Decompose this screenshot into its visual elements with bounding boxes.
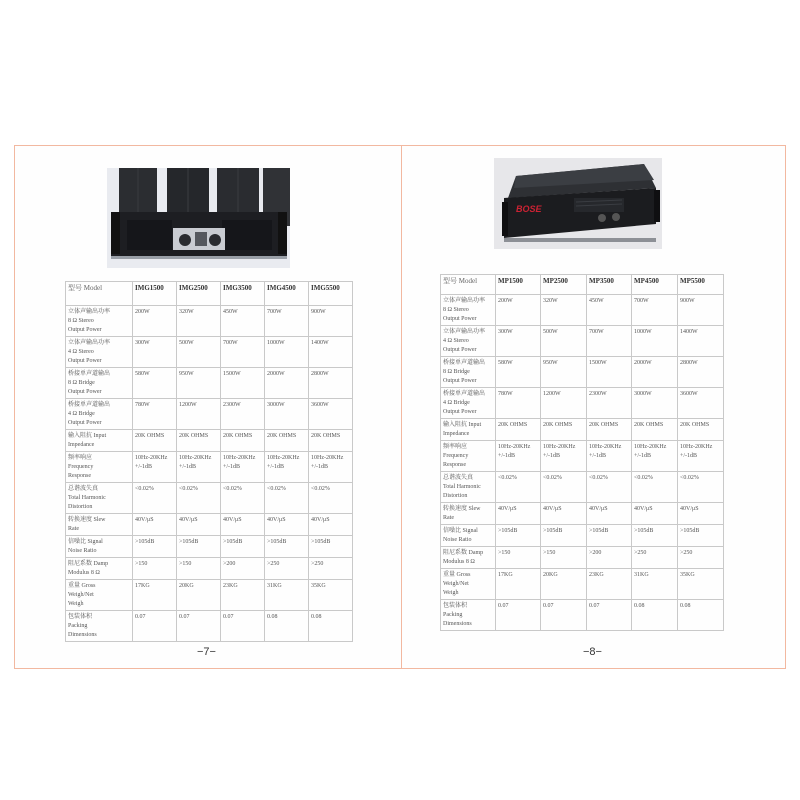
spec-value-cell: 950W <box>177 368 221 399</box>
table-row <box>441 419 724 441</box>
spec-value-cell: 0.07 <box>133 611 177 642</box>
table-row <box>441 326 724 357</box>
spec-value-cell: 23KG <box>587 569 632 600</box>
spec-value-cell: 500W <box>177 337 221 368</box>
spec-value-cell: 2800W <box>309 368 353 399</box>
spec-value-cell: 40V/μS <box>587 503 632 525</box>
spec-value-cell: 40V/μS <box>541 503 587 525</box>
spec-label-line: 输入阻抗 Input <box>443 422 482 428</box>
spec-value-cell: 20K OHMS <box>678 419 724 441</box>
table-row <box>66 536 353 558</box>
spec-value-cell: 20K OHMS <box>177 430 221 452</box>
table-row <box>441 388 724 419</box>
table-row <box>441 441 724 472</box>
table-row <box>441 600 724 631</box>
model-name-cell: IMG4500 <box>265 282 309 306</box>
spec-value-cell: <0.02% <box>221 483 265 514</box>
spec-label-line: Output Power <box>443 316 477 322</box>
spec-label-line: Weigh/Net <box>68 592 94 598</box>
spec-value-cell: 3600W <box>678 388 724 419</box>
spec-value-cell: 10Hz-20KHz +/-1dB <box>177 452 221 483</box>
model-name-cell: IMG1500 <box>133 282 177 306</box>
table-row <box>66 368 353 399</box>
page-number: −8− <box>583 646 602 658</box>
spec-label-line: 桥接单声道输出 <box>68 402 111 408</box>
spec-label-line: Packing <box>443 612 463 618</box>
spec-value-cell: >150 <box>541 547 587 569</box>
spec-value-cell: 10Hz-20KHz +/-1dB <box>496 441 541 472</box>
spec-value-cell: >250 <box>309 558 353 580</box>
spec-value-cell: <0.02% <box>265 483 309 514</box>
spec-value-cell: 31KG <box>265 580 309 611</box>
spec-label-line: Impedance <box>68 442 95 448</box>
spec-label-cell <box>441 326 496 357</box>
spec-value-cell: <0.02% <box>541 472 587 503</box>
spec-value-cell: <0.02% <box>587 472 632 503</box>
spec-value-cell: 1000W <box>265 337 309 368</box>
spec-value-cell: 35KG <box>309 580 353 611</box>
spec-label-line: 重量 Gross <box>443 572 471 578</box>
spec-value-cell: 0.08 <box>309 611 353 642</box>
spec-label-line: 4 Ω Bridge <box>68 411 95 417</box>
spec-value-cell: 320W <box>541 295 587 326</box>
spec-value-cell: 580W <box>133 368 177 399</box>
spec-label-cell <box>441 547 496 569</box>
spec-label-line: 总谐波失真 <box>68 486 99 492</box>
table-row <box>66 514 353 536</box>
table-row <box>441 503 724 525</box>
spec-label-line: Weigh <box>68 601 84 607</box>
spec-value-cell: <0.02% <box>632 472 678 503</box>
spec-value-cell: 0.07 <box>221 611 265 642</box>
table-row <box>66 306 353 337</box>
spec-value-cell: 20K OHMS <box>221 430 265 452</box>
spec-label-line: Output Power <box>68 389 102 395</box>
spec-label-cell <box>441 525 496 547</box>
spec-label-line: Output Power <box>68 327 102 333</box>
spec-value-cell: 40V/μS <box>632 503 678 525</box>
spec-value-cell: 17KG <box>496 569 541 600</box>
spec-label-line: Impedance <box>443 431 470 437</box>
spec-value-cell: 20K OHMS <box>541 419 587 441</box>
spec-value-cell: 2300W <box>221 399 265 430</box>
spec-value-cell: 40V/μS <box>309 514 353 536</box>
spec-value-cell: >200 <box>221 558 265 580</box>
spec-value-cell: 10Hz-20KHz +/-1dB <box>632 441 678 472</box>
spec-label-line: 频率响应 <box>443 444 468 450</box>
spec-label-line: 频率响应 <box>68 455 93 461</box>
spec-label-line: Output Power <box>443 347 477 353</box>
spec-label-line: 包装体积 <box>443 603 468 609</box>
spec-label-line: Weigh <box>443 590 459 596</box>
spec-value-cell: 10Hz-20KHz +/-1dB <box>678 441 724 472</box>
spec-label-cell <box>66 514 133 536</box>
spec-value-cell: 10Hz-20KHz +/-1dB <box>221 452 265 483</box>
spec-value-cell: 40V/μS <box>221 514 265 536</box>
table-row <box>66 430 353 452</box>
spec-label-line: 转换速度 Slew <box>443 506 481 512</box>
catalog-page-left <box>14 145 402 669</box>
spec-label-cell <box>66 399 133 430</box>
spec-label-line: 阻尼系数 Damp <box>443 550 484 556</box>
spec-value-cell: 0.08 <box>265 611 309 642</box>
spec-value-cell: 10Hz-20KHz +/-1dB <box>309 452 353 483</box>
spec-label-line: Noise Ratio <box>443 537 472 543</box>
model-header-cell: 型号 Model <box>441 275 496 295</box>
table-row <box>66 452 353 483</box>
table-row <box>66 558 353 580</box>
table-row <box>441 295 724 326</box>
spec-label-cell <box>441 600 496 631</box>
spec-value-cell: 450W <box>221 306 265 337</box>
spec-label-line: 信噪比 Signal <box>443 528 478 534</box>
spec-table-body <box>66 306 353 642</box>
spec-label-line: 4 Ω Bridge <box>443 400 470 406</box>
spec-label-cell <box>66 368 133 399</box>
spec-table-mp <box>440 274 724 631</box>
spec-value-cell: 40V/μS <box>133 514 177 536</box>
spec-value-cell: 40V/μS <box>678 503 724 525</box>
spec-value-cell: 1200W <box>541 388 587 419</box>
model-name-cell: IMG2500 <box>177 282 221 306</box>
spec-value-cell: >250 <box>265 558 309 580</box>
spec-value-cell: 1000W <box>632 326 678 357</box>
spec-label-cell <box>441 295 496 326</box>
spec-value-cell: 1400W <box>309 337 353 368</box>
spec-label-line: 立体声输出功率 <box>68 309 111 315</box>
spec-value-cell: <0.02% <box>678 472 724 503</box>
spec-value-cell: >200 <box>587 547 632 569</box>
spec-value-cell: 20K OHMS <box>265 430 309 452</box>
spec-value-cell: 40V/μS <box>496 503 541 525</box>
spec-label-line: Output Power <box>443 409 477 415</box>
table-row <box>441 357 724 388</box>
spec-value-cell: 3000W <box>265 399 309 430</box>
spec-label-line: Weigh/Net <box>443 581 469 587</box>
spec-label-line: Modulus 8 Ω <box>68 570 100 576</box>
spec-value-cell: >150 <box>177 558 221 580</box>
spec-label-line: 立体声输出功率 <box>443 298 486 304</box>
spec-value-cell: >105dB <box>309 536 353 558</box>
spec-label-line: 信噪比 Signal <box>68 539 103 545</box>
spec-label-cell <box>441 569 496 600</box>
spec-value-cell: >250 <box>632 547 678 569</box>
spec-label-line: Output Power <box>68 420 102 426</box>
spec-value-cell: 10Hz-20KHz +/-1dB <box>265 452 309 483</box>
spec-value-cell: <0.02% <box>496 472 541 503</box>
spec-value-cell: 0.08 <box>678 600 724 631</box>
spec-value-cell: 20K OHMS <box>496 419 541 441</box>
table-row <box>66 483 353 514</box>
spec-value-cell: 3600W <box>309 399 353 430</box>
spec-value-cell: <0.02% <box>177 483 221 514</box>
spec-value-cell: <0.02% <box>133 483 177 514</box>
spec-value-cell: 2000W <box>265 368 309 399</box>
model-name-cell: MP1500 <box>496 275 541 295</box>
spec-value-cell: >105dB <box>541 525 587 547</box>
spec-label-line: Response <box>68 473 91 479</box>
spec-value-cell: 700W <box>632 295 678 326</box>
spec-value-cell: 40V/μS <box>265 514 309 536</box>
spec-value-cell: 20KG <box>177 580 221 611</box>
table-row <box>441 569 724 600</box>
spec-label-line: Frequency <box>443 453 469 459</box>
spec-value-cell: 780W <box>496 388 541 419</box>
spec-label-cell <box>66 536 133 558</box>
spec-label-cell <box>441 419 496 441</box>
spec-label-line: 包装体积 <box>68 614 93 620</box>
spec-value-cell: 20KG <box>541 569 587 600</box>
spec-value-cell: 17KG <box>133 580 177 611</box>
spec-value-cell: 23KG <box>221 580 265 611</box>
spec-label-line: 桥接单声道输出 <box>443 391 486 397</box>
spec-value-cell: >105dB <box>496 525 541 547</box>
spec-label-line: Packing <box>68 623 88 629</box>
spec-value-cell: 320W <box>177 306 221 337</box>
spec-label-line: 4 Ω Stereo <box>443 338 469 344</box>
model-name-cell: MP4500 <box>632 275 678 295</box>
spec-table-body <box>441 295 724 631</box>
spec-value-cell: 20K OHMS <box>632 419 678 441</box>
spec-value-cell: >105dB <box>221 536 265 558</box>
spec-label-line: Dimensions <box>443 621 472 627</box>
model-name-cell: MP5500 <box>678 275 724 295</box>
spec-label-cell <box>441 503 496 525</box>
spec-label-line: 立体声输出功率 <box>443 329 486 335</box>
spec-label-cell <box>66 337 133 368</box>
spec-label-line: 立体声输出功率 <box>68 340 111 346</box>
spec-value-cell: <0.02% <box>309 483 353 514</box>
spec-label-line: 重量 Gross <box>68 583 96 589</box>
spec-label-cell <box>441 472 496 503</box>
spec-label-line: Distortion <box>443 493 468 499</box>
spec-label-line: 8 Ω Stereo <box>68 318 94 324</box>
spec-value-cell: 450W <box>587 295 632 326</box>
table-row <box>66 399 353 430</box>
spec-value-cell: 300W <box>133 337 177 368</box>
spec-value-cell: 0.07 <box>177 611 221 642</box>
catalog-page-right <box>401 145 786 669</box>
spec-label-line: Output Power <box>68 358 102 364</box>
spec-label-cell <box>66 580 133 611</box>
spec-value-cell: 780W <box>133 399 177 430</box>
spec-label-line: Noise Ratio <box>68 548 97 554</box>
spec-value-cell: 0.07 <box>496 600 541 631</box>
amplifier-photo <box>107 168 290 268</box>
table-row <box>441 525 724 547</box>
spec-label-line: 8 Ω Stereo <box>443 307 469 313</box>
spec-value-cell: 20K OHMS <box>309 430 353 452</box>
spec-value-cell: 20K OHMS <box>133 430 177 452</box>
spec-value-cell: 3000W <box>632 388 678 419</box>
table-row <box>441 547 724 569</box>
table-row <box>66 337 353 368</box>
model-header-cell: 型号 Model <box>66 282 133 306</box>
spec-label-line: 4 Ω Stereo <box>68 349 94 355</box>
spec-value-cell: 1400W <box>678 326 724 357</box>
spec-label-cell <box>66 483 133 514</box>
model-name-cell: MP2500 <box>541 275 587 295</box>
spec-value-cell: 700W <box>221 337 265 368</box>
spec-label-line: 桥接单声道输出 <box>68 371 111 377</box>
spec-value-cell: 10Hz-20KHz +/-1dB <box>587 441 632 472</box>
spec-value-cell: 700W <box>587 326 632 357</box>
spec-label-line: 桥接单声道输出 <box>443 360 486 366</box>
spec-table-img <box>65 281 353 642</box>
spec-value-cell: 2300W <box>587 388 632 419</box>
model-name-cell: MP3500 <box>587 275 632 295</box>
spec-label-line: 8 Ω Bridge <box>68 380 95 386</box>
model-name-cell: IMG5500 <box>309 282 353 306</box>
spec-label-line: Total Harmonic <box>68 495 106 501</box>
spec-value-cell: >105dB <box>265 536 309 558</box>
spec-label-cell <box>66 611 133 642</box>
spec-value-cell: >105dB <box>587 525 632 547</box>
spec-value-cell: 580W <box>496 357 541 388</box>
spec-label-line: Dimensions <box>68 632 97 638</box>
spec-value-cell: 2000W <box>632 357 678 388</box>
spec-label-line: Response <box>443 462 466 468</box>
spec-label-line: 8 Ω Bridge <box>443 369 470 375</box>
table-row <box>66 580 353 611</box>
spec-label-line: Output Power <box>443 378 477 384</box>
spec-value-cell: 200W <box>133 306 177 337</box>
spec-value-cell: >105dB <box>678 525 724 547</box>
spec-value-cell: 500W <box>541 326 587 357</box>
spec-value-cell: 950W <box>541 357 587 388</box>
spec-value-cell: 700W <box>265 306 309 337</box>
spec-label-line: Rate <box>68 526 79 532</box>
spec-label-line: Distortion <box>68 504 93 510</box>
spec-value-cell: 1200W <box>177 399 221 430</box>
spec-label-line: 阻尼系数 Damp <box>68 561 109 567</box>
spec-value-cell: 2800W <box>678 357 724 388</box>
model-name-cell: IMG3500 <box>221 282 265 306</box>
spec-label-cell <box>66 452 133 483</box>
spec-value-cell: >105dB <box>133 536 177 558</box>
spec-value-cell: 0.07 <box>541 600 587 631</box>
spec-value-cell: 10Hz-20KHz +/-1dB <box>133 452 177 483</box>
table-row <box>441 472 724 503</box>
spec-label-line: 总谐波失真 <box>443 475 474 481</box>
catalog-spread <box>14 145 786 669</box>
spec-value-cell: 900W <box>309 306 353 337</box>
spec-label-line: 输入阻抗 Input <box>68 433 107 439</box>
page-number: −7− <box>197 646 216 658</box>
spec-label-cell <box>66 306 133 337</box>
spec-label-line: Rate <box>443 515 454 521</box>
spec-value-cell: 900W <box>678 295 724 326</box>
spec-value-cell: >150 <box>496 547 541 569</box>
spec-value-cell: 40V/μS <box>177 514 221 536</box>
spec-value-cell: 20K OHMS <box>587 419 632 441</box>
spec-value-cell: 1500W <box>587 357 632 388</box>
spec-label-line: 转换速度 Slew <box>68 517 106 523</box>
table-row <box>66 611 353 642</box>
spec-label-cell <box>441 357 496 388</box>
spec-value-cell: 31KG <box>632 569 678 600</box>
spec-value-cell: 300W <box>496 326 541 357</box>
spec-label-line: Frequency <box>68 464 94 470</box>
spec-value-cell: 10Hz-20KHz +/-1dB <box>541 441 587 472</box>
spec-label-cell <box>66 430 133 452</box>
spec-label-line: Total Harmonic <box>443 484 481 490</box>
spec-label-cell <box>441 441 496 472</box>
spec-value-cell: >250 <box>678 547 724 569</box>
brand-logo: BOSE <box>516 204 542 214</box>
spec-value-cell: 0.08 <box>632 600 678 631</box>
spec-value-cell: 1500W <box>221 368 265 399</box>
spec-value-cell: >105dB <box>177 536 221 558</box>
spec-label-cell <box>66 558 133 580</box>
spec-value-cell: 0.07 <box>587 600 632 631</box>
spec-label-cell <box>441 388 496 419</box>
spec-value-cell: 35KG <box>678 569 724 600</box>
spec-label-line: Modulus 8 Ω <box>443 559 475 565</box>
spec-value-cell: >105dB <box>632 525 678 547</box>
spec-value-cell: 200W <box>496 295 541 326</box>
amplifier-photo <box>494 158 662 249</box>
spec-value-cell: >150 <box>133 558 177 580</box>
